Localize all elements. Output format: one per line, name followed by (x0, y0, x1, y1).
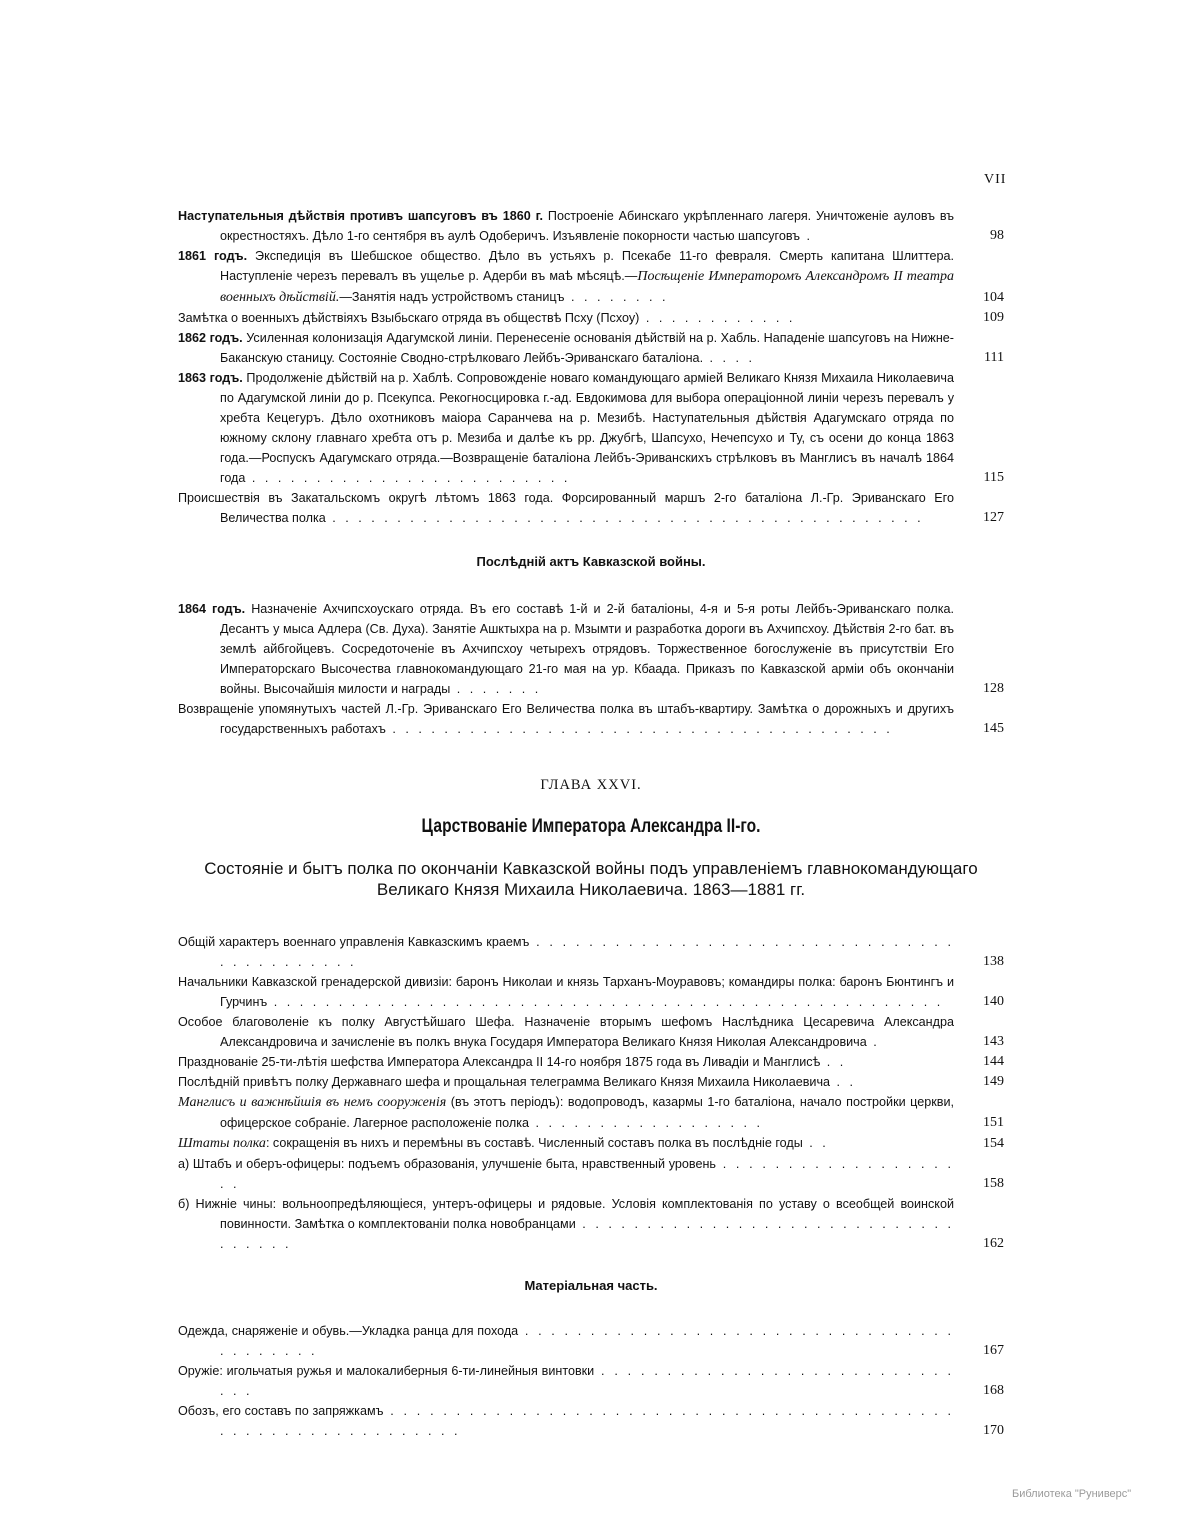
leader-dots: . . (820, 1055, 847, 1069)
entry-text: Возвращеніе упомянутыхъ частей Л.-Гр. Эриванскаго Его Величества полка въ штабъ-квартиру. Замѣтка о дорожныхъ и другихъ государственныхъ работахъ (178, 702, 954, 736)
entry-page: 98 (990, 228, 1004, 243)
entry-page: 158 (983, 1176, 1004, 1191)
leader-dots: . . . . . . . . . . . . . . . . . . . . . . . . . . . . . . . . . . . . . . . . . . . (220, 935, 954, 969)
toc-entry (178, 488, 1004, 528)
leader-dots: . . . . . . . . . . . . . . . . . . . . . . . . . . . . . . . . . . . (220, 1217, 954, 1251)
entry-text: Происшествія въ Закатальскомъ округѣ лѣтомъ 1863 года. Форсированный маршъ 2-го баталіона Л.-Гр. Эриванскаго Его Величества полка (178, 491, 954, 525)
entry-page: 162 (983, 1236, 1004, 1251)
leader-dots: . . . . . . . (450, 682, 542, 696)
toc-section-4 (178, 1321, 1004, 1441)
toc-entry (178, 368, 1004, 488)
entry-page: 111 (984, 350, 1004, 365)
toc-section-1 (178, 206, 1004, 528)
toc-entry (178, 1072, 1004, 1092)
entry-italic: Манглисъ и важнѣйшія въ немъ сооруженія (178, 1095, 447, 1110)
entry-text: Начальники Кавказской гренадерской дивизіи: баронъ Николаи и князь Тарханъ-Моуравовъ; командиры полка: баронъ Бюнтингъ и Гурчинъ (178, 975, 954, 1009)
leader-dots: . . . . . . . . . . . . . . . . . . . . . . . . . (245, 471, 571, 485)
leader-dots: . . . . . . . . . . . . . . . . . . . . . . . . . . . . . . (220, 1364, 954, 1398)
entry-page: 145 (983, 721, 1004, 736)
page-number: VII (984, 172, 1007, 187)
leader-dots: . (800, 229, 814, 243)
entry-page: 149 (983, 1074, 1004, 1089)
entry-text: Празднованіе 25-ти-лѣтія шефства Императора Александра II 14-го ноября 1875 года въ Ливадіи и Манглисѣ (178, 1055, 821, 1069)
entry-text: Построеніе Абинскаго укрѣпленнаго лагеря. Уничтоженіе ауловъ въ окрестностяхъ. Дѣло 1-го сентября въ аулѣ Одоберичъ. Изъявленіе покорности частью шапсуговъ (220, 209, 954, 243)
entry-page: 151 (983, 1115, 1004, 1130)
chapter-heading: ГЛАВА XXVI. (540, 777, 642, 793)
leader-dots: . . . . . . . . . . . . . . . . . . . . . . . . . . . . . . . . . . . . . . . . . . . . . . . . . . . . . . . . . . . . . . (220, 1404, 954, 1438)
entry-page: 168 (983, 1383, 1004, 1398)
entry-page: 127 (983, 510, 1004, 525)
toc-entry (178, 1361, 1004, 1401)
reign-title: Царствованіе Императора Александра II-го. (421, 816, 761, 837)
toc-entry (178, 972, 1004, 1012)
entry-text: : сокращенія въ нихъ и перемѣны въ составѣ. Численный составъ полка въ послѣдніе годы (265, 1136, 803, 1150)
toc-entry (178, 932, 1004, 972)
entry-text: Одежда, снаряженіе и обувь.—Укладка ранца для похода (178, 1324, 519, 1338)
toc-entry (178, 246, 1004, 308)
entry-lead: 1862 годъ. (178, 331, 243, 345)
toc-entry (178, 1052, 1004, 1072)
entry-text: Замѣтка о военныхъ дѣйствіяхъ Взыбьскаго отряда въ обществѣ Псху (Псхоу) (178, 311, 640, 325)
leader-dots: . . . . . . . . . . . . . . . . . . . . . . . . . . . . . . . . . . . . . . . (385, 722, 893, 736)
entry-text: Особое благоволеніе къ полку Августѣйшаго Шефа. Назначеніе вторымъ шефомъ Наслѣдника Цесаревича Александра Александровича и зачисленіе въ полкъ внука Государя Императора Великаго Князя Николая Александровича (178, 1015, 954, 1049)
entry-text: Общій характеръ военнаго управленія Кавказскимъ краемъ (178, 935, 530, 949)
toc-entry (178, 1321, 1004, 1361)
entry-text: б) Нижніе чины: вольноопредѣляющіеся, унтеръ-офицеры и рядовые. Условія комплектованія по уставу о всеобщей воинской повинности. Замѣтка о комплектованіи полка новобранцами (178, 1197, 954, 1231)
entry-lead: Наступательныя дѣйствія противъ шапсуговъ въ 1860 г. (178, 209, 544, 223)
leader-dots: . . . . . . . . . . . . . . . . . . (528, 1116, 763, 1130)
leader-dots: . . . . . . . . (564, 290, 669, 304)
entry-page: 128 (983, 681, 1004, 696)
entry-text: а) Штабъ и оберъ-офицеры: подъемъ образованія, улучшеніе быта, нравственный уровень (178, 1157, 716, 1171)
leader-dots: . . . . . . . . . . . . . . . . . . . . . . . . . . . . . . . . . . . . . . . . . . . . . . . . . . . . (267, 995, 944, 1009)
leader-dots: . . (802, 1136, 829, 1150)
subheading-material: Матеріальная часть. (524, 1278, 658, 1293)
toc-entry (178, 1012, 1004, 1052)
entry-text: Продолженіе дѣйствій на р. Хаблѣ. Сопровожденіе новаго командующаго арміей Великаго Князя Михаила Николаевича по Адагумской линіи до р. Псекупса. Рекогносцировка г.-ад. Евдокимова для выбора операціонной линіи черезъ перевалъ у хребта Кецегуръ. Дѣло охотниковъ маіора Саранчева на р. Мезибѣ. Наступательныя дѣйствія Адагумскаго отряда по южному склону главнаго хребта отъ р. Мезиба и далѣе къ рр. Джубгѣ, Шапсухо, Нечепсухо и Ту, съ осени до конца 1863 года.—Роспускъ Адагумскаго отряда.—Возвращеніе баталіона Лейбъ-Эриванскихъ стрѣлковъ въ Манглисъ въ началѣ 1864 года (220, 371, 954, 485)
toc-entry (178, 1401, 1004, 1441)
toc-entry (178, 1154, 1004, 1194)
toc-entry (178, 1133, 1004, 1154)
leader-dots: . . . . . . . . . . . . . . . . . . . . (220, 1157, 954, 1191)
entry-lead: 1863 годъ. (178, 371, 243, 385)
leader-dots: . . . . . . . . . . . . (639, 311, 796, 325)
entry-lead: 1861 годъ. (178, 249, 248, 263)
period-title: Состояніе и бытъ полка по окончаніи Кавказской войны подъ управленіемъ главнокомандующаго Великаго Князя Михаила Николаевича. 1863—1881 гг. (204, 859, 978, 899)
table-of-contents (178, 206, 1004, 1441)
toc-entry (178, 1092, 1004, 1133)
entry-page: 109 (983, 310, 1004, 325)
subheading-last-act: Послѣдній актъ Кавказской войны. (476, 554, 706, 569)
entry-text: Оружіе: игольчатыя ружья и малокалиберныя 6-ти-линейныя винтовки (178, 1364, 595, 1378)
entry-page: 143 (983, 1034, 1004, 1049)
entry-text: Назначеніе Ахчипсхоускаго отряда. Въ его составѣ 1-й и 2-й баталіоны, 4-я и 5-я роты Лейбъ-Эриванскаго полка. Десантъ у мыса Адлера (Св. Духа). Занятіе Ашктыхра на р. Мзымти и разработка дороги въ Ахчипсхоу. Дѣйствія 2-го бат. въ землѣ айбгойцевъ. Сосредоточеніе въ Ахчипсхоу четырехъ отрядовъ. Торжественное богослуженіе въ присутствіи Его Императорскаго Высочества главнокомандующаго 21-го мая на ур. Кбаада. Приказъ по Кавказской арміи объ окончаніи войны. Высочайшія милости и награды (220, 602, 954, 696)
toc-entry (178, 206, 1004, 246)
leader-dots: . . . . . . . . . . . . . . . . . . . . . . . . . . . . . . . . . . . . . . . . . . . . . . (325, 511, 924, 525)
entry-text: (въ этотъ періодъ): водопроводъ, казармы 1-го баталіона, начало постройки церкви, офицерское собраніе. Лагерное расположеніе полка (220, 1095, 954, 1130)
toc-entry (178, 328, 1004, 368)
entry-page: 115 (983, 470, 1004, 485)
entry-page: 170 (983, 1423, 1004, 1438)
entry-text-2: —Занятія надъ устройствомъ станицъ (339, 290, 565, 304)
leader-dots: . . (830, 1075, 857, 1089)
toc-entry (178, 599, 1004, 699)
entry-page: 140 (983, 994, 1004, 1009)
entry-lead: 1864 годъ. (178, 602, 246, 616)
entry-italic: Штаты полка (178, 1136, 266, 1151)
toc-section-2 (178, 599, 1004, 739)
entry-page: 154 (983, 1136, 1004, 1151)
entry-italic: Посѣщеніе Императоромъ Александромъ II театра военныхъ дѣйствій. (220, 269, 954, 305)
toc-entry (178, 699, 1004, 739)
entry-page: 167 (983, 1343, 1004, 1358)
entry-text: Усиленная колонизація Адагумской линіи. Перенесеніе основанія дѣйствій на р. Хабль. Нападеніе шапсуговъ на Нижне-Баканскую станицу. Состояніе Сводно-стрѣлковаго Лейбъ-Эриванскаго баталіона. (220, 331, 954, 365)
leader-dots: . . . . (703, 351, 756, 365)
toc-section-3 (178, 932, 1004, 1254)
entry-text: Экспедиція въ Шебшское общество. Дѣло въ устьяхъ р. Псекабе 11-го февраля. Смерть капитана Шлиттера. Наступленіе черезъ перевалъ въ ущелье р. Адерби въ маѣ мѣсяцѣ.— (220, 249, 954, 283)
toc-entry (178, 308, 1004, 328)
leader-dots: . . . . . . . . . . . . . . . . . . . . . . . . . . . . . . . . . . . . . . . . . (220, 1324, 954, 1358)
entry-text: Обозъ, его составъ по запряжкамъ (178, 1404, 384, 1418)
leader-dots: . (866, 1035, 880, 1049)
library-watermark: Библиотека "Руниверс" (1012, 1488, 1132, 1500)
entry-page: 144 (983, 1054, 1004, 1069)
toc-entry (178, 1194, 1004, 1254)
entry-page: 138 (983, 954, 1004, 969)
entry-text: Послѣдній привѣтъ полку Державнаго шефа и прощальная телеграмма Великаго Князя Михаила Николаевича (178, 1075, 831, 1089)
entry-page: 104 (983, 290, 1004, 305)
